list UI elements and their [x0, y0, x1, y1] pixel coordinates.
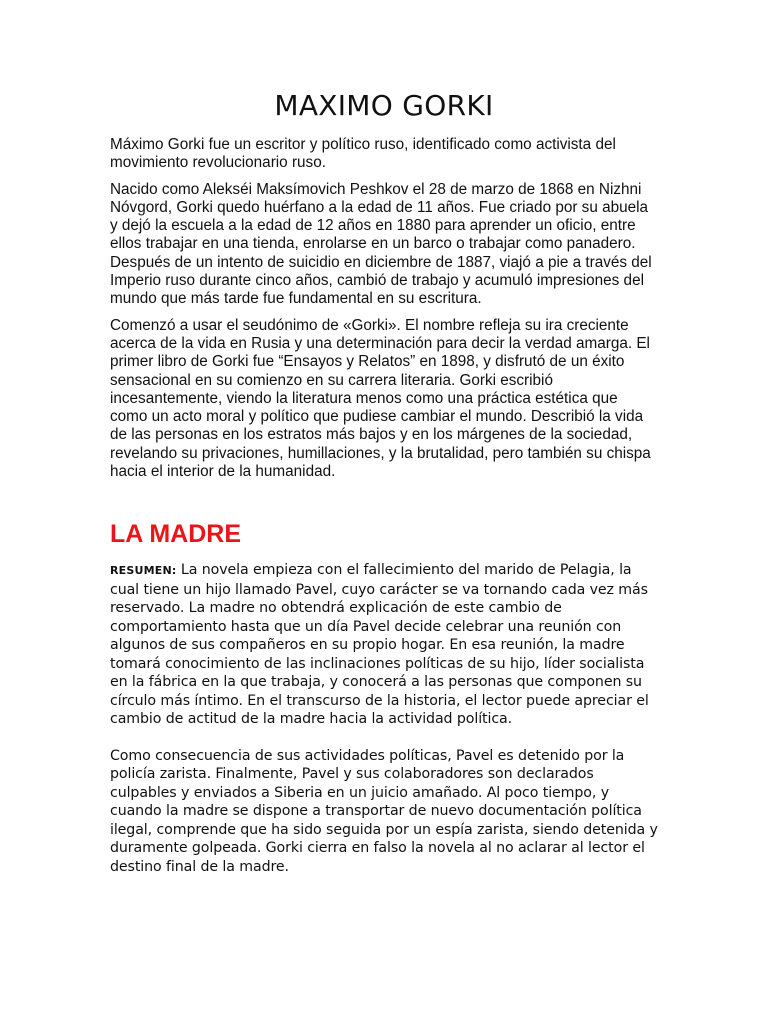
- document-title: MAXIMO GORKI: [274, 89, 494, 122]
- section-title: LA MADRE: [110, 520, 242, 549]
- document-page: [110, 88, 658, 876]
- summary-text: La novela empieza con el fallecimiento del marido de Pelagia, la cual tiene un hijo llamado Pavel, cuyo carácter se va tornando cada vez más reservado. La madre no obtendrá explicación de este cambio de comportamiento hasta que un día Pavel decide celebrar una reunión con algunos de sus compañeros en su propio hogar. En esa reunión, la madre tomará conocimiento de las inclinaciones políticas de su hijo, líder socialista en la fábrica en la que trabaja, y conocerá a las personas que componen su círculo más íntimo. En el transcurso de la historia, el lector puede apreciar el cambio de actitud de la madre hacia la actividad política.: [110, 562, 649, 728]
- summary-continuation-paragraph: Como consecuencia de sus actividades políticas, Pavel es detenido por la policía zarista. Finalmente, Pavel y sus colaboradores son declarados culpables y enviados a Siberia en un juicio amañado. Al poco tiempo, y cuando la madre se dispone a transportar de nuevo documentación política ilegal, comprende que ha sido seguida por un espía zarista, siendo detenida y duramente golpeada. Gorki cierra en falso la novela al no aclarar al lector el destino final de la madre.: [110, 747, 658, 875]
- summary-label: RESUMEN:: [110, 564, 177, 578]
- biography-paragraph: Nacido como Alekséi Maksímovich Peshkov el 28 de marzo de 1868 en Nizhni Nóvgord, Gorki quedo huérfano a la edad de 11 años. Fue criado por su abuela y dejó la escuela a la edad de 12 años en 1880 para aprender un oficio, entre ellos trabajar en una tienda, enrolarse en un barco o trabajar como panadero. Después de un intento de suicidio en diciembre de 1887, viajó a pie a través del Imperio ruso durante cinco años, cambió de trabajo y acumuló impresiones del mundo que más tarde fue fundamental en su escritura.: [110, 180, 652, 308]
- career-paragraph: Comenzó a usar el seudónimo de «Gorki». El nombre refleja su ira creciente acerca de la vida en Rusia y una determinación para decir la verdad amarga. El primer libro de Gorki fue “Ensayos y Relatos” en 1898, y disfrutó de un éxito sensacional en su comienzo en su carrera literaria. Gorki escribió incesantemente, viendo la literatura menos como una práctica estética que como un acto moral y político que pudiese cambiar el mundo. Describió la vida de las personas en los estratos más bajos y en los márgenes de la sociedad, revelando su privaciones, humillaciones, y la brutalidad, pero también su chispa hacia el interior de la humanidad.: [110, 316, 651, 481]
- intro-paragraph: Máximo Gorki fue un escritor y político ruso, identificado como activista del movimiento revolucionario ruso.: [110, 136, 616, 172]
- summary-paragraph: [110, 561, 658, 729]
